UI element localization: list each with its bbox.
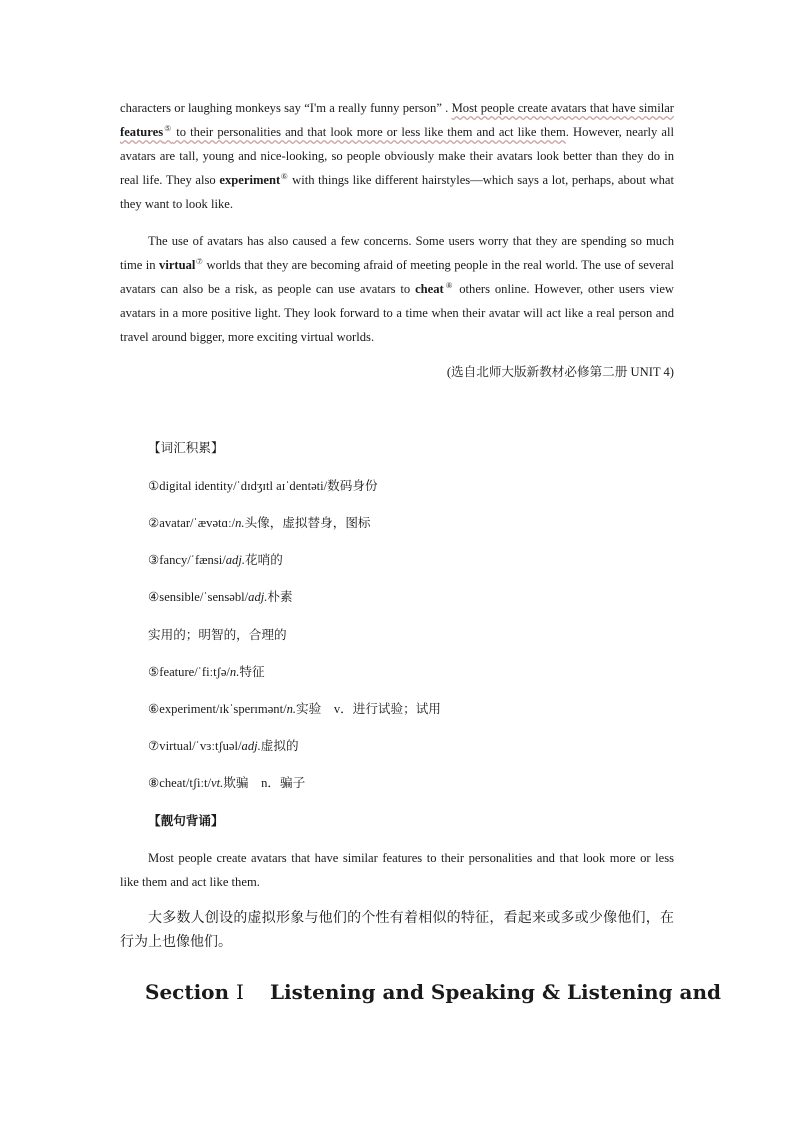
paragraph-2-text-b: worlds that they are becoming afraid of meeting people in the real world. The use of several avatars can also be a risk, as people can use avatars to [120,258,675,296]
vocab-item [148,550,283,570]
vocab-meaning: 欺骗 n．骗子 [223,776,306,790]
vocab-item [148,699,441,719]
paragraph-1-text-c: with things like different hairstyles—which says a lot, perhaps, about what they want to look like. [120,173,675,211]
paragraph-2 [120,229,674,349]
sentence-chinese: 大多数人创设的虚拟形象与他们的个性有着相似的特征，看起来或多或少像他们，在行为上也像他们。 [120,911,674,950]
vocab-pos: adj. [225,553,245,567]
vocab-meaning: 头像，虚拟替身，图标 [244,516,371,530]
vocab-pos: adj. [248,590,268,604]
vocab-item [148,587,293,607]
vocab-term: ①digital identity/ˈdɪdʒɪtl aɪˈdentəti/数码身份 [148,479,378,493]
vocab-item [148,476,378,496]
vocab-meaning: 虚拟的 [260,739,299,753]
vocab-meaning: 实用的；明智的，合理的 [148,628,287,642]
keyword-features: features [120,125,164,139]
paragraph-1-text-b: . However, nearly all avatars are tall, young and nice-looking, so people obviously make their avatars look better than they do in real life. They also [120,125,675,187]
section-title [145,980,721,1004]
vocab-term: ⑥experiment/ɪkˈsperɪmənt/ [148,702,287,716]
vocab-meaning: 花哨的 [245,553,283,567]
vocab-term: ⑦virtual/ˈvɜːtʃuəl/ [148,739,242,753]
vocab-meaning: 朴素 [267,590,293,604]
vocab-item [148,513,371,533]
vocab-term: ②avatar/ˈævətɑː/ [148,516,236,530]
vocab-pos: adj. [241,739,261,753]
vocab-pos: vt. [211,776,224,790]
section-title-text: Listening and Speaking & Listening and [269,980,721,1004]
paragraph-2-text: The use of avatars has also caused a few concerns. Some users worry that they are spending so much time in [120,234,674,272]
vocab-item-continuation [148,625,287,645]
source-citation: (选自北师大版新教材必修第二册 UNIT 4) [446,365,674,379]
paragraph-1-text: characters or laughing monkeys say “I'm a really funny person” . [120,101,452,115]
paragraph-2-text-c: others online. However, other users view avatars in a more positive light. They look forward to a time when their avatar will act like a real person and travel around bigger, more exciting virtual worlds. [120,282,674,344]
sentence-english: Most people create avatars that have similar features to their personalities and that look more or less like them and act like them. [120,851,674,889]
vocab-heading: 【词汇积累】 [148,441,224,455]
footnote-marker: ⑧ [443,280,455,290]
section-numeral: Ⅰ [236,980,244,1004]
vocab-term: ⑤feature/ˈfiːtʃə/ [148,665,230,679]
keyword-virtual: virtual [159,258,196,272]
vocab-item [148,736,299,756]
footnote-marker: ⑥ [280,171,289,181]
sentence-heading: 【靓句背诵】 [148,814,224,828]
highlight-text-a: Most people create avatars that have similar [451,101,675,115]
vocab-pos: n. [235,516,245,530]
vocab-meaning: 实验 v．进行试验；试用 [296,702,441,716]
highlight-text-b: to their personalities and that look more or less like them and act like them [172,125,566,139]
section-label: Section [145,980,230,1004]
vocab-pos: n. [286,702,297,716]
keyword-experiment: experiment [219,173,281,187]
paragraph-1 [120,96,674,216]
vocab-item [148,773,305,793]
footnote-marker: ⑤ [163,123,173,133]
vocab-pos: n. [229,665,240,679]
vocab-term: ③fancy/ˈfænsi/ [148,553,226,567]
keyword-cheat: cheat [415,282,444,296]
vocab-term: ④sensible/ˈsensəbl/ [148,590,249,604]
vocab-term: ⑧cheat/tʃiːt/ [148,776,212,790]
vocab-item [148,662,265,682]
vocab-meaning: 特征 [239,665,265,679]
footnote-marker: ⑦ [195,256,204,266]
